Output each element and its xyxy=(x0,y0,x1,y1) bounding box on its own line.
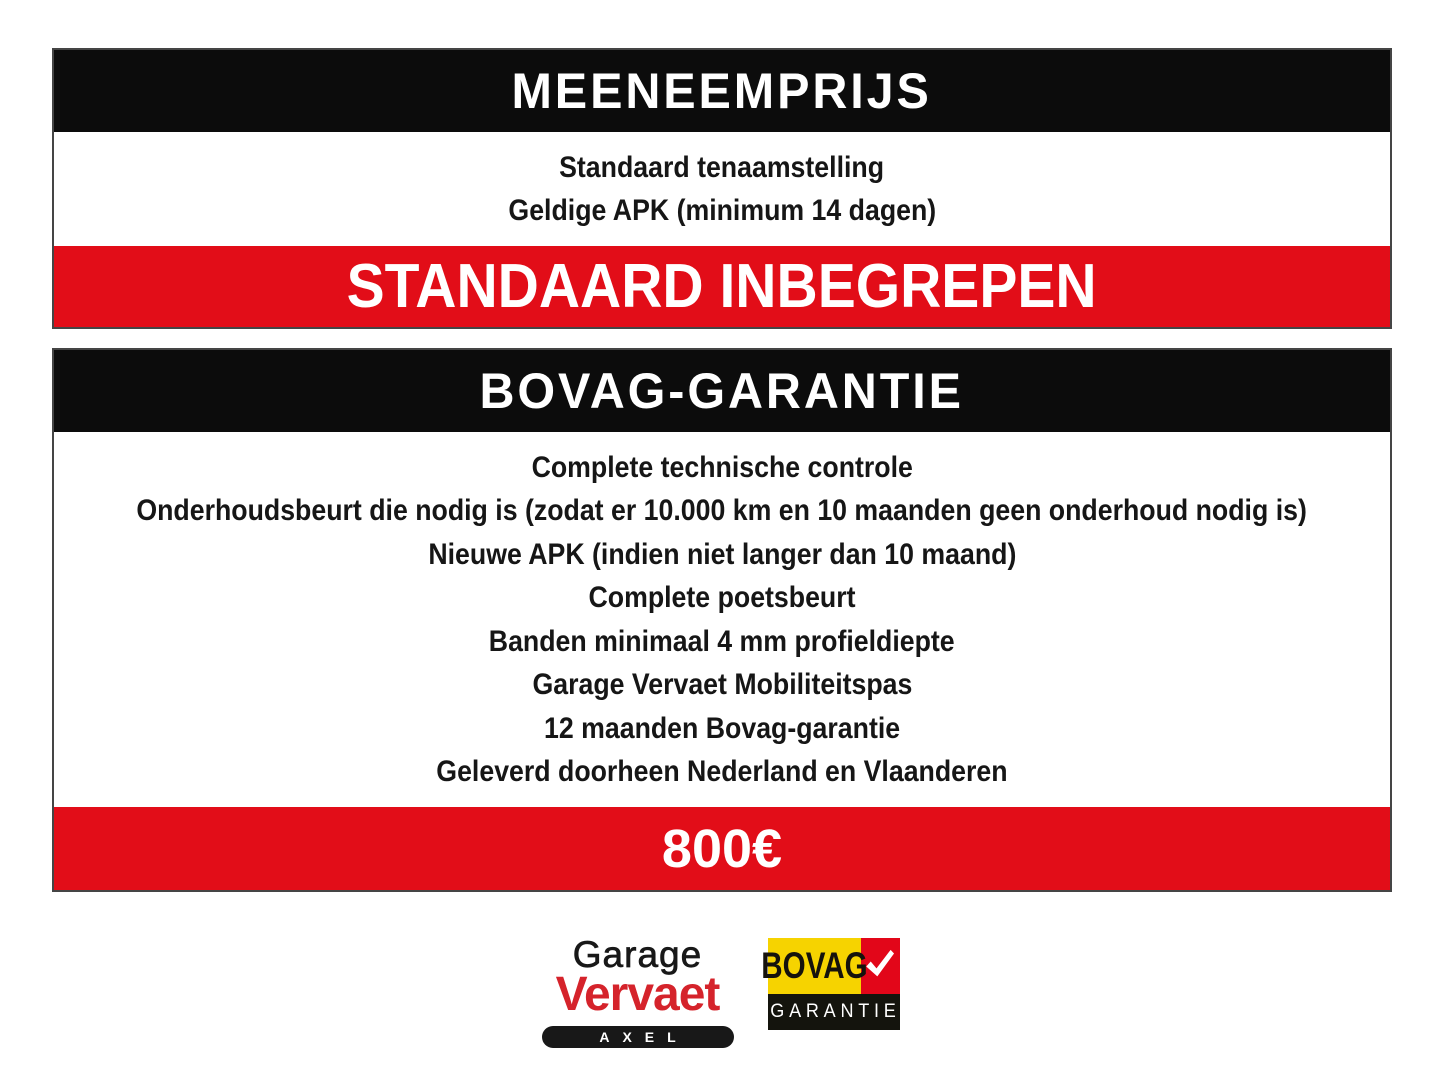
bovag-logo-top-row xyxy=(760,938,900,994)
price-value: 800€ xyxy=(661,818,783,879)
garage-logo-word-garage: Garage xyxy=(572,934,703,975)
meeneemprijs-section xyxy=(52,48,1392,329)
checkmark-icon xyxy=(864,950,896,982)
bovag-garantie-section xyxy=(52,348,1392,892)
meeneemprijs-title: MEENEEMPRIJS xyxy=(511,63,933,119)
bovag-garantie-header-banner xyxy=(54,350,1390,432)
meeneemprijs-item-list xyxy=(54,132,1390,246)
list-item: Onderhoudsbeurt die nodig is (zodat er 10.000 km en 10 maanden geen onderhoud nodig is) xyxy=(136,494,1308,527)
bovag-logo-garantie-label: GARANTIE xyxy=(770,1001,902,1022)
list-item: Complete technische controle xyxy=(531,450,913,484)
bovag-garantie-logo xyxy=(760,938,902,1030)
garage-logo-axel-badge: AXEL xyxy=(542,1026,734,1048)
list-item: Geleverd doorheen Nederland en Vlaanderen xyxy=(436,755,1008,788)
bovag-logo-wordmark: BOVAG xyxy=(760,945,868,986)
list-item: Garage Vervaet Mobiliteitspas xyxy=(532,668,912,701)
list-item: Geldige APK (minimum 14 dagen) xyxy=(508,194,936,227)
bovag-garantie-title: BOVAG-GARANTIE xyxy=(479,363,965,419)
garage-vervaet-logo xyxy=(542,936,734,1048)
bovag-logo-black-bar xyxy=(768,994,900,1030)
price-banner xyxy=(54,807,1390,890)
list-item: Nieuwe APK (indien niet langer dan 10 maand) xyxy=(427,537,1017,571)
meeneemprijs-header-banner xyxy=(54,50,1390,132)
list-item: Complete poetsbeurt xyxy=(588,581,856,614)
footer-logos xyxy=(0,936,1441,1048)
bovag-logo-yellow-panel xyxy=(760,938,868,994)
list-item: Standaard tenaamstelling xyxy=(559,150,885,184)
bovag-garantie-item-list xyxy=(54,432,1390,807)
standaard-inbegrepen-banner xyxy=(54,246,1390,327)
garage-logo-word-vervaet: Vervaet xyxy=(555,968,720,1021)
list-item: 12 maanden Bovag-garantie xyxy=(543,711,901,745)
list-item: Banden minimaal 4 mm profieldiepte xyxy=(489,624,955,658)
standaard-inbegrepen-title: STANDAARD INBEGREPEN xyxy=(346,252,1097,321)
